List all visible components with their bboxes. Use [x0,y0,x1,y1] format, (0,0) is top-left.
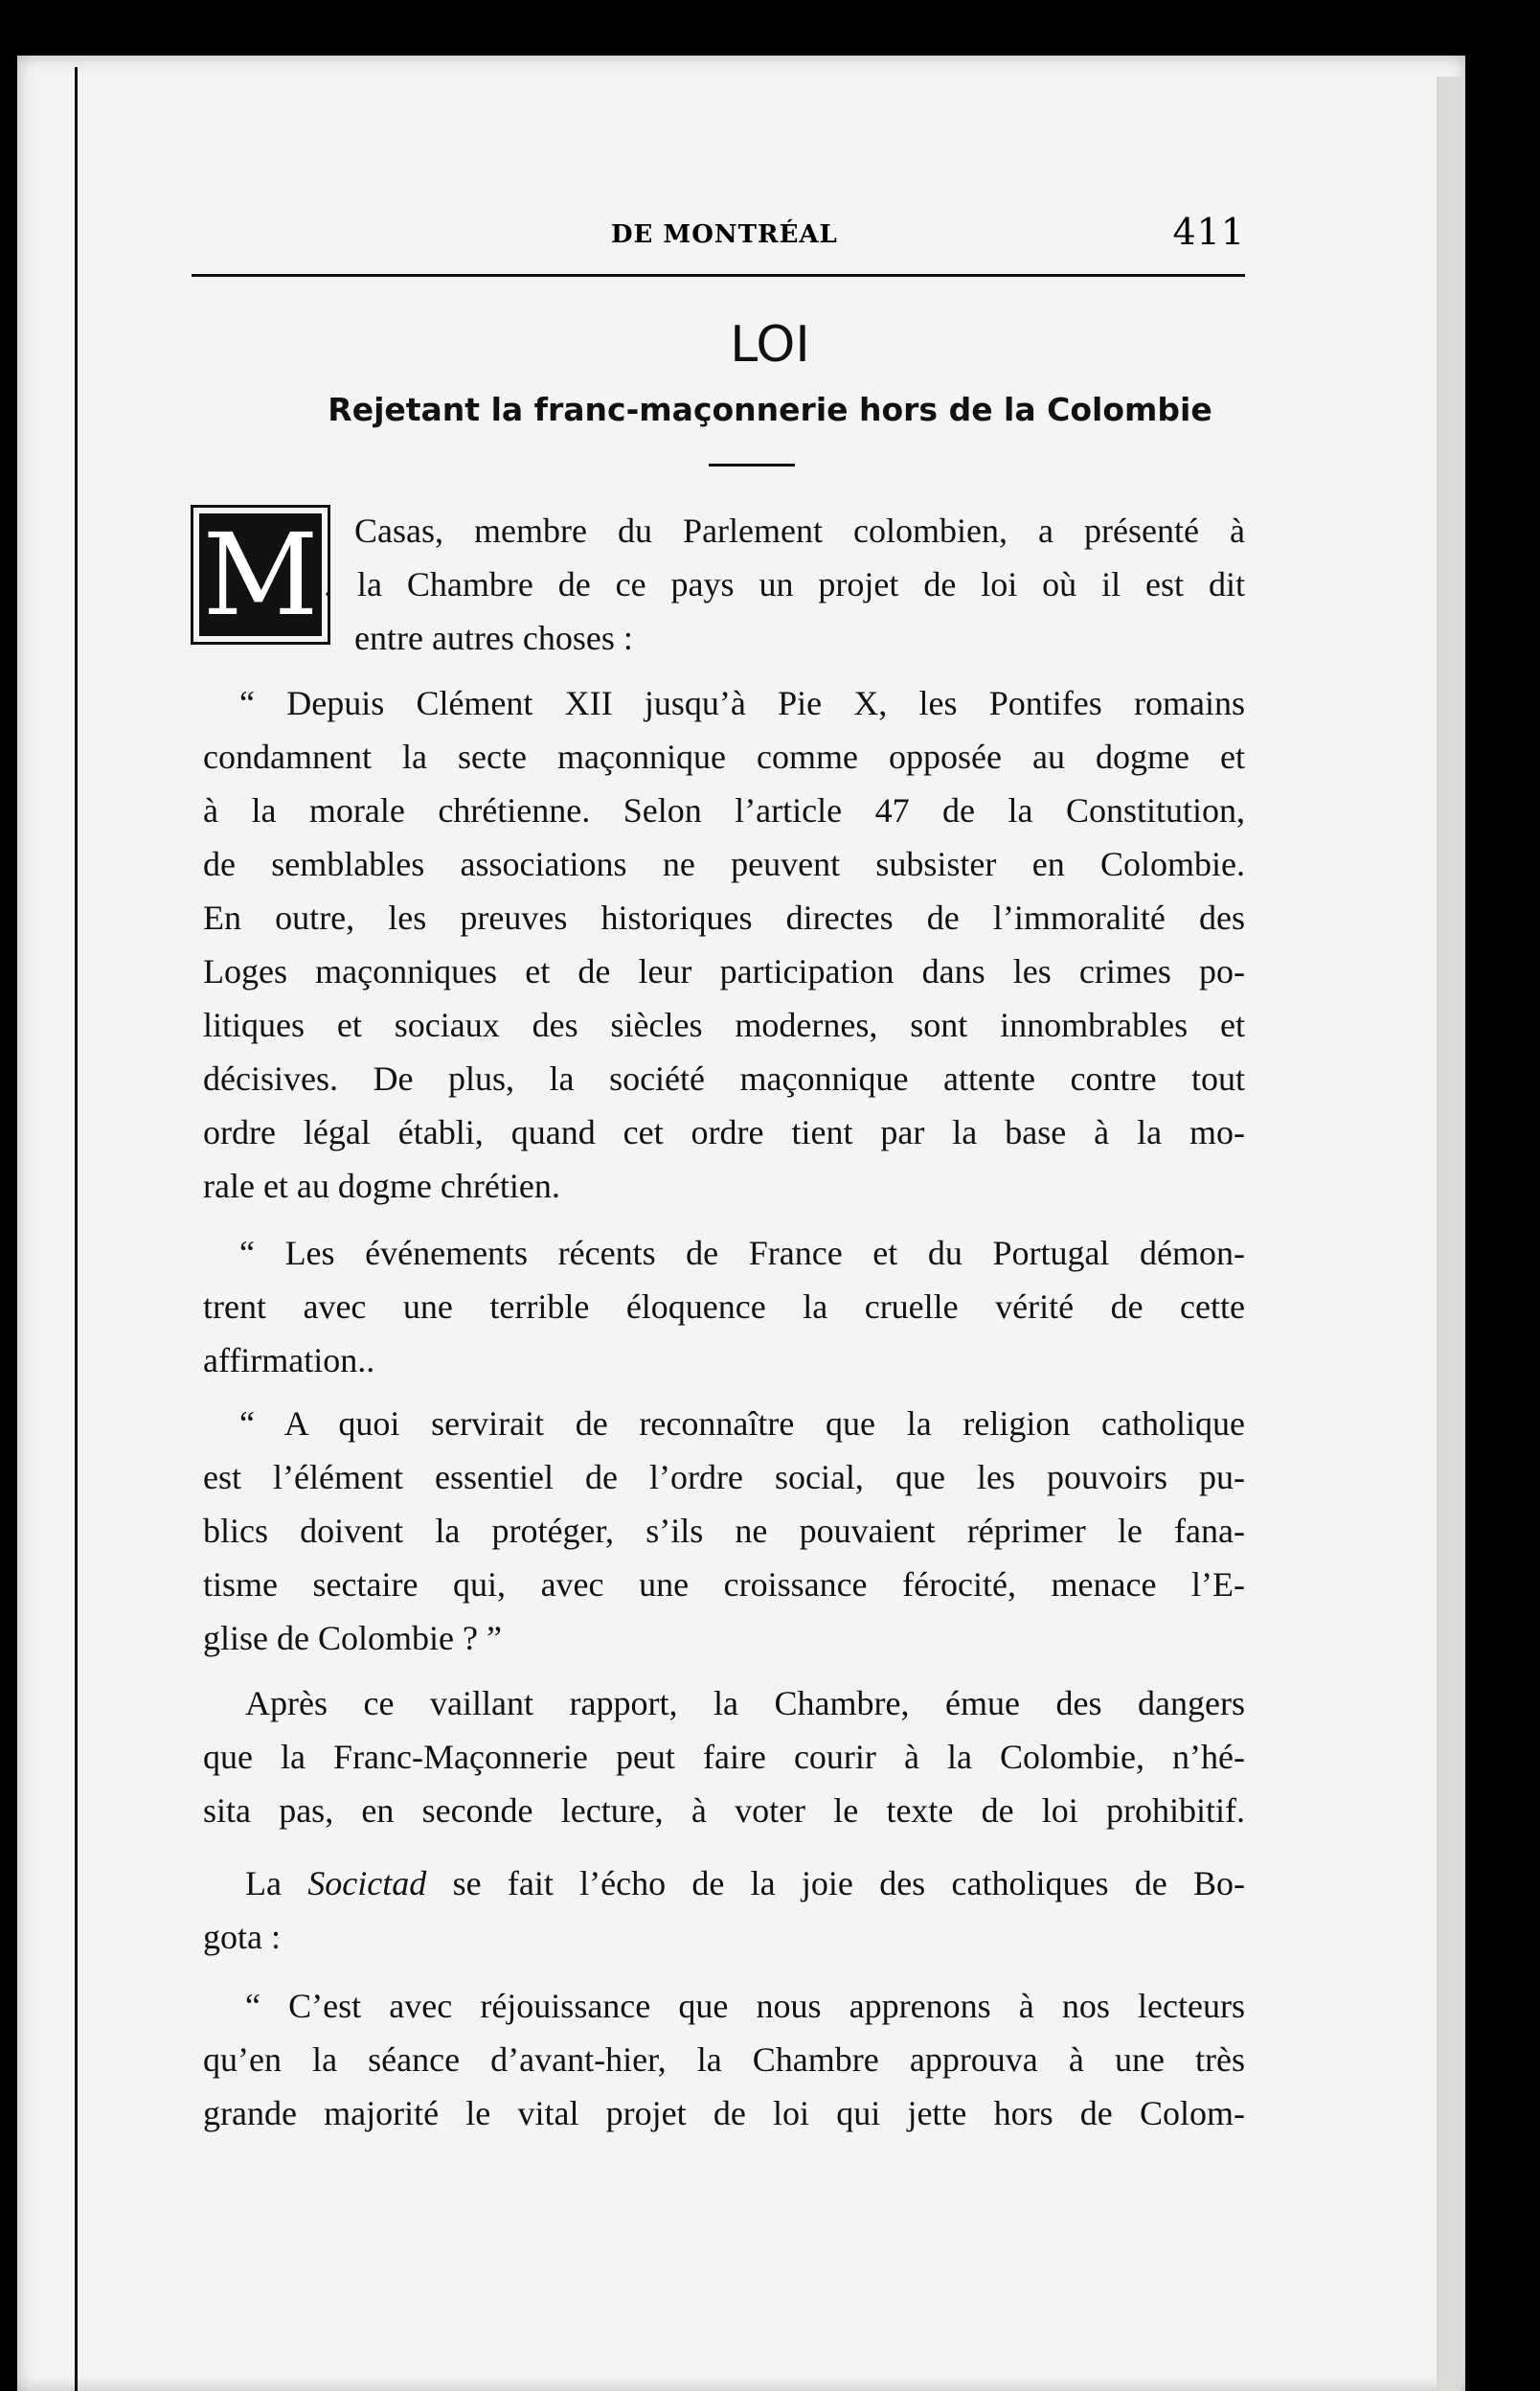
text-line: blics doivent la protéger, s’ils ne pouvaient réprimer le fana- [203,1512,1245,1550]
text-line: rale et au dogme chrétien. [203,1167,560,1205]
running-head [192,211,1245,259]
text-line: à la morale chrétienne. Selon l’article 47 de la Constitution, [203,791,1245,830]
text-line: litiques et sociaux des siècles modernes, sont innombrables et [203,1006,1245,1044]
text-line: sita pas, en seconde lecture, à voter le texte de loi prohibitif. [203,1791,1245,1830]
header-rule [192,274,1245,277]
newspaper-name: Socictad [307,1864,427,1902]
text-line: “ C’est avec réjouissance que nous apprenons à nos lecteurs [245,1987,1245,2025]
text-line: ordre légal établi, quand cet ordre tient par la base à la mo- [203,1113,1245,1151]
text-line: qu’en la séance d’avant-hier, la Chambre approuva à une très [203,2040,1245,2079]
text-fragment: se fait l’écho de la joie des catholiques de Bo- [452,1864,1246,1902]
text-line: Loges maçonniques et de leur participation dans les crimes po- [203,952,1245,991]
text-line: gota : [203,1918,281,1956]
article-subtitle: Rejetant la franc-maçonnerie hors de la Colombie [328,391,1212,428]
text-line: affirmation.. [203,1341,375,1379]
text-line: “ A quoi servirait de reconnaître que la religion catholique [239,1404,1245,1443]
text-line: “ Les événements récents de France et du Portugal démon- [239,1234,1245,1272]
text-line: décisives. De plus, la société maçonnique attente contre tout [203,1059,1245,1098]
page-number: 411 [1172,211,1245,253]
text-fragment: La [245,1864,282,1902]
text-line: que la Franc-Maçonnerie peut faire courir à la Colombie, n’hé- [203,1738,1245,1776]
text-line: glise de Colombie ? ” [203,1619,502,1657]
running-title: DE MONTRÉAL [611,220,838,249]
text-line: Casas, membre du Parlement colombien, a présenté à [354,512,1245,550]
text-line: En outre, les preuves historiques directes de l’immoralité des [203,899,1245,937]
text-line: . la Chambre de ce pays un projet de loi où il est dit [324,565,1245,603]
text-line: est l’élément essentiel de l’ordre social, que les pouvoirs pu- [203,1458,1245,1496]
text-line: entre autres choses : [354,619,633,657]
drop-cap: M [199,513,322,636]
article-title: LOI [730,316,810,374]
text-line: grande majorité le vital projet de loi qui jette hors de Colom- [203,2094,1245,2132]
text-line [245,1862,1245,1904]
text-line: trent avec une terrible éloquence la cruelle vérité de cette [203,1287,1245,1326]
text-line: condamnent la secte maçonnique comme opposée au dogme et [203,738,1245,776]
text-line: de semblables associations ne peuvent subsister en Colombie. [203,845,1245,883]
title-rule [709,464,795,467]
text-line: tisme sectaire qui, avec une croissance férocité, menace l’E- [203,1565,1245,1604]
text-line: “ Depuis Clément XII jusqu’à Pie X, les Pontifes romains [239,684,1245,722]
text-line: Après ce vaillant rapport, la Chambre, émue des dangers [245,1684,1245,1722]
